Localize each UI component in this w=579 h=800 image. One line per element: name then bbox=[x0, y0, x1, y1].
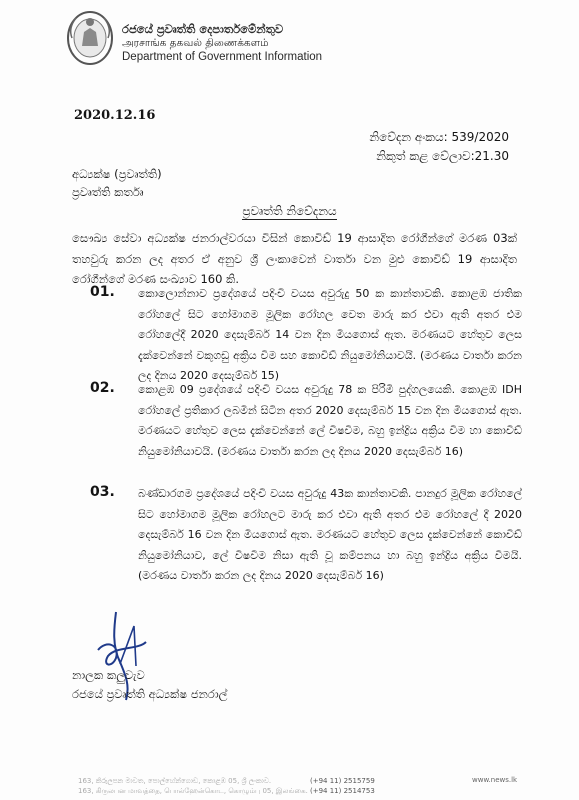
department-name-tamil: அரசாங்க தகவல் திணைக்களம் bbox=[122, 37, 269, 49]
department-name-english: Department of Government Information bbox=[122, 51, 323, 63]
heading-text: ප්‍රවෘත්ති නිවේදනය bbox=[242, 204, 337, 218]
item-number: 03. bbox=[90, 484, 115, 500]
recipients bbox=[72, 165, 162, 201]
signatory-name: නාලක කලුවැව bbox=[72, 668, 145, 682]
department-name-sinhala: රජයේ ප්‍රවෘත්ති දෙපාර්තමේන්තුව bbox=[122, 22, 284, 36]
release-time: නිකුත් කළ වේලාව:21.30 bbox=[376, 149, 509, 163]
phone-number: (+94 11) 2515759 bbox=[310, 777, 375, 785]
release-meta bbox=[369, 128, 509, 166]
item-text: කොලොන්නාව ප්‍රදේශයේ පදිංචි වයස අවුරුදු 50 ක කාන්තාවකි. කොළඹ ජාතික රෝහලේ සිට හෝමාගම මූලික රෝහල වෙත මාරු කර එවා ඇති අතර එම රෝහලේදී 2020 දෙසැම්බර් 14 වන දින මියගොස් ඇත. මරණයට හේතුව ලෙස දැක්වෙන්නේ වකුගඩු අක්‍රිය වීම සහ කොවිඩ් නියුමෝනියාවයි. (මරණය වාර්තා කරන ලද දිනය 2020 දෙසැම්බර් 15) bbox=[138, 287, 522, 382]
footer-telephone bbox=[310, 776, 375, 796]
item-text: කොළඹ 09 ප්‍රදේශයේ පදිංචි වයස අවුරුදු 78 ක පිරිමි පුද්ගලයෙකි. කොළඹ IDH රෝහලේ ප්‍රතිකාර ලබමින් සිටින අතර 2020 දෙසැම්බර් 15 වන දින මියගොස් ඇත. මරණයට හේතුව ලෙස දැක්වෙන්නේ ලේ විෂවීම, බහු ඉන්ද්‍රිය අක්‍රිය වීම හා කොවිඩ් නියුමෝනියාවයි. (මරණය වාර්තා කරන ලද දිනය 2020 දෙසැම්බර් 16) bbox=[138, 383, 522, 458]
page-footer bbox=[0, 760, 579, 800]
document-heading bbox=[0, 204, 579, 219]
department-name bbox=[122, 22, 322, 64]
phone-number: (+94 11) 2514753 bbox=[310, 787, 375, 795]
release-date: 2020.12.16 bbox=[74, 108, 156, 123]
item-number: 01. bbox=[90, 284, 115, 300]
item-text: බණ්ඩාරගම ප්‍රදේශයේ පදිංචි වයස අවුරුදු 43ක කාන්තාවකි. පානදුර මූලික රෝහලේ සිට හෝමාගම මූලික රෝහලට මාරු කර එවා ඇති අතර එම රෝහලේ දී 2020 දෙසැම්බර් 16 වන දින මියගොස් ඇත. මරණයට හේතුව ලෙස දැක්වෙන්නේ කොවිඩ් නියුමෝනියාව, ලේ විෂවීම නිසා ඇති වූ කම්පනය හා බහු ඉන්ද්‍රිය අක්‍රිය වීමයි. (මරණය වාර්තා කරන ලද දිනය 2020 දෙසැම්බර් 16) bbox=[138, 487, 522, 582]
address-line: 163, කිරුලපන මාවත, පොල්හේන්ගොඩ, කොළඹ 05, ශ්‍රී ලංකාව. bbox=[78, 777, 272, 785]
footer-address bbox=[78, 776, 308, 796]
signature-block bbox=[72, 666, 227, 704]
government-emblem bbox=[64, 8, 116, 68]
item-number: 02. bbox=[90, 380, 115, 396]
recipient: අධ්‍යක්ෂ (ප්‍රවෘත්ති) bbox=[72, 167, 162, 181]
signatory-title: රජයේ ප්‍රවෘත්ති අධ්‍යක්ෂ ජනරාල් bbox=[72, 687, 228, 701]
address-line: 163, கிருலபன மாவத்தை, பொல்ஹேன்கொட, கொழும்பு 05, இலங்கை. bbox=[78, 787, 308, 795]
release-number: නිවේදන අංකය: 539/2020 bbox=[369, 130, 509, 144]
recipient: ප්‍රවෘත්ති කර්තෘ bbox=[72, 185, 144, 199]
intro-paragraph: සෞඛ්‍ය සේවා අධ්‍යක්ෂ ජනරාල්වරයා විසින් කොවිඩ් 19 ආසාදිත රෝගීන්ගේ මරණ 03ක් තහවුරු කරන ලද අතර ඒ අනුව ශ්‍රී ලංකාවෙන් වාර්තා වන මුළු කොවිඩ් 19 ආසාදිත රෝගීන්ගේ මරණ සංඛ්‍යාව 160 කි. bbox=[72, 231, 517, 286]
footer-website: www.news.lk bbox=[472, 776, 518, 784]
